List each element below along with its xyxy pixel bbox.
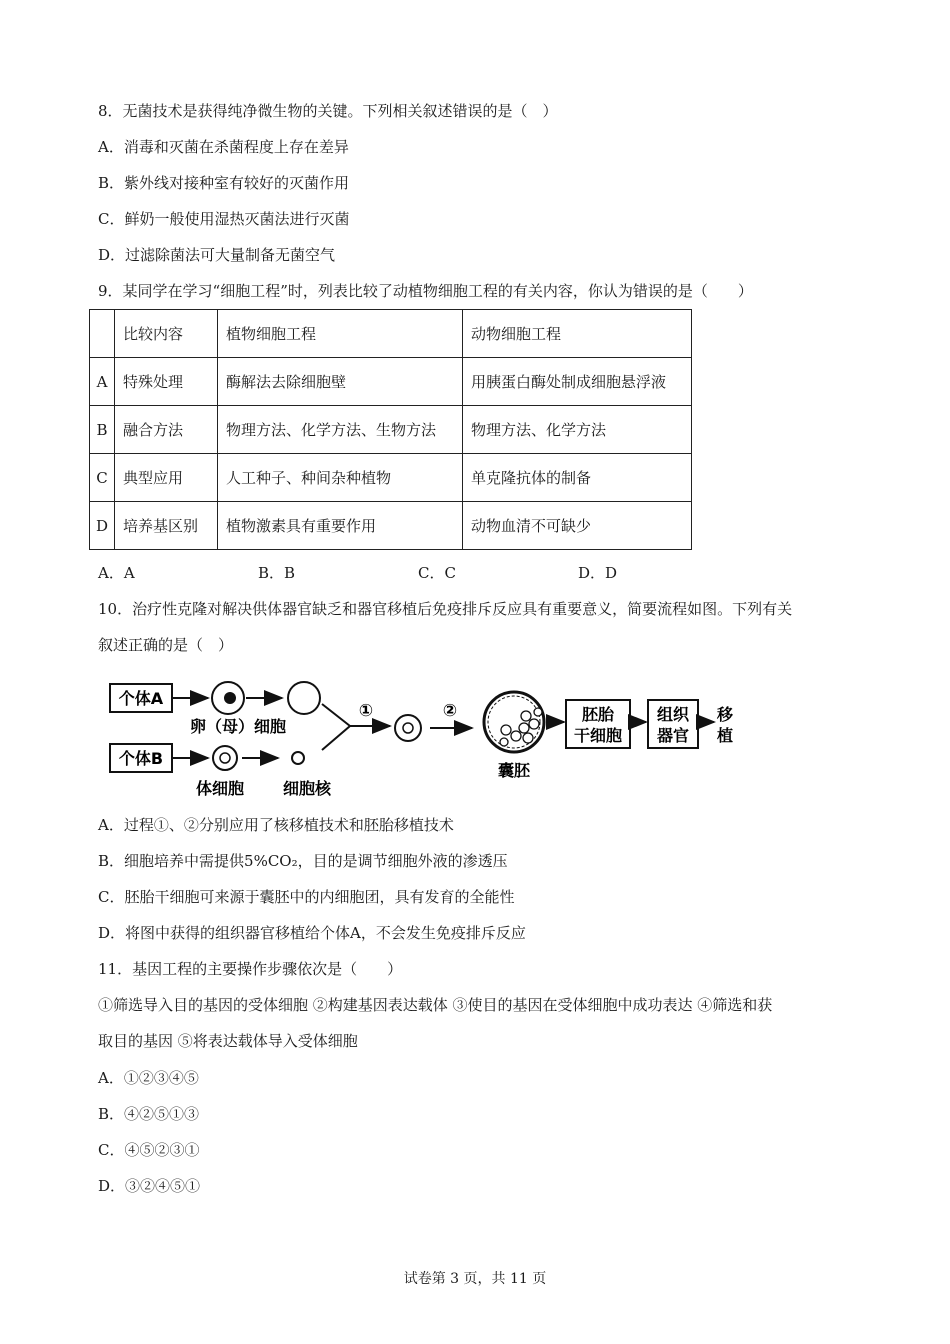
q8-option-d: D．过滤除菌法可大量制备无菌空气 xyxy=(98,246,336,264)
table-cell xyxy=(90,310,115,358)
q10-option-d: D．将图中获得的组织器官移植给个体A，不会发生免疫排斥反应 xyxy=(98,924,526,942)
table-cell: 动物细胞工程 xyxy=(463,310,692,358)
q11-option-a: A．①②③④⑤ xyxy=(98,1069,199,1087)
q9-option-b: B．B xyxy=(258,564,296,582)
table-cell: 植物细胞工程 xyxy=(218,310,463,358)
q9-option-c: C．C xyxy=(418,564,456,582)
q8-stem: 8．无菌技术是获得纯净微生物的关键。下列相关叙述错误的是（ ） xyxy=(98,102,558,120)
table-cell: 典型应用 xyxy=(115,454,218,502)
table-cell: D xyxy=(90,502,115,550)
table-cell: C xyxy=(90,454,115,502)
tissue-organ-label-line1: 组织 xyxy=(656,705,690,724)
q11-stem: 11．基因工程的主要操作步骤依次是（ ） xyxy=(98,960,403,978)
q11-steps-line2: 取目的基因 ⑤将表达载体导入受体细胞 xyxy=(98,1032,358,1050)
table-cell: 比较内容 xyxy=(115,310,218,358)
enucleated-egg-icon xyxy=(288,682,320,714)
table-row xyxy=(90,454,692,502)
q8-option-a: A．消毒和灭菌在杀菌程度上存在差异 xyxy=(98,138,349,156)
step2-label: ② xyxy=(442,701,458,721)
merge-lines xyxy=(322,704,350,750)
reconstructed-nucleus-icon xyxy=(403,723,413,733)
q10-option-c: C．胚胎干细胞可来源于囊胚中的内细胞团，具有发育的全能性 xyxy=(98,888,515,906)
q9-options xyxy=(98,563,738,583)
q11-option-c: C．④⑤②③① xyxy=(98,1141,200,1159)
q10-stem-line1: 10．治疗性克隆对解决供体器官缺乏和器官移植后免疫排斥反应具有重要意义，简要流程如图。下列有关 xyxy=(98,600,793,618)
nucleus-label: 细胞核 xyxy=(282,779,332,798)
es-cell-label-line1: 胚胎 xyxy=(581,705,615,724)
transplant-label-line2: 植 xyxy=(716,726,734,745)
table-row xyxy=(90,502,692,550)
q10-option-b: B．细胞培养中需提供5%CO₂，目的是调节细胞外液的渗透压 xyxy=(98,852,508,870)
egg-nucleus-icon xyxy=(224,692,236,704)
blastocyst-label: 囊胚 xyxy=(497,761,531,780)
table-cell: B xyxy=(90,406,115,454)
individual-b-label: 个体B xyxy=(118,749,164,768)
page-footer: 试卷第 3 页，共 11 页 xyxy=(403,1271,547,1287)
table-cell: 单克隆抗体的制备 xyxy=(463,454,692,502)
somatic-nucleus-icon xyxy=(220,753,230,763)
es-cell-label-line2: 干细胞 xyxy=(573,726,623,745)
q11-option-b: B．④②⑤①③ xyxy=(98,1105,200,1123)
comparison-table xyxy=(89,309,692,550)
table-cell: 特殊处理 xyxy=(115,358,218,406)
q11-steps-line1: ①筛选导入目的基因的受体细胞 ②构建基因表达载体 ③使目的基因在受体细胞中成功表达 ④筛选和获 xyxy=(98,996,773,1014)
q11-option-d: D．③②④⑤① xyxy=(98,1177,201,1195)
nucleus-icon xyxy=(292,752,304,764)
table-row xyxy=(90,358,692,406)
step1-label: ① xyxy=(358,701,374,721)
table-row xyxy=(90,406,692,454)
cloning-flow-diagram xyxy=(100,670,760,805)
blastocyst-icon xyxy=(484,692,544,752)
q9-stem: 9．某同学在学习“细胞工程”时，列表比较了动植物细胞工程的有关内容，你认为错误的是（ ） xyxy=(98,282,753,300)
q10-stem-line2: 叙述正确的是（ ） xyxy=(98,636,234,654)
q8-option-c: C．鲜奶一般使用湿热灭菌法进行灭菌 xyxy=(98,210,350,228)
table-cell: 植物激素具有重要作用 xyxy=(218,502,463,550)
table-cell: 人工种子、种间杂种植物 xyxy=(218,454,463,502)
q8-option-b: B．紫外线对接种室有较好的灭菌作用 xyxy=(98,174,350,192)
table-cell: A xyxy=(90,358,115,406)
table-cell: 物理方法、化学方法、生物方法 xyxy=(218,406,463,454)
table-cell: 酶解法去除细胞壁 xyxy=(218,358,463,406)
individual-a-label: 个体A xyxy=(118,689,164,708)
q10-option-a: A．过程①、②分别应用了核移植技术和胚胎移植技术 xyxy=(98,816,454,834)
table-header-row xyxy=(90,310,692,358)
transplant-label-line1: 移 xyxy=(716,705,734,724)
table-cell: 物理方法、化学方法 xyxy=(463,406,692,454)
q9-option-a: A．A xyxy=(98,564,135,582)
somatic-cell-label: 体细胞 xyxy=(195,779,245,798)
table-cell: 用胰蛋白酶处制成细胞悬浮液 xyxy=(463,358,692,406)
tissue-organ-label-line2: 器官 xyxy=(656,726,690,745)
q9-option-d: D．D xyxy=(578,564,618,582)
table-cell: 动物血清不可缺少 xyxy=(463,502,692,550)
egg-cell-label: 卵（母）细胞 xyxy=(189,717,287,736)
table-cell: 融合方法 xyxy=(115,406,218,454)
table-cell: 培养基区别 xyxy=(115,502,218,550)
